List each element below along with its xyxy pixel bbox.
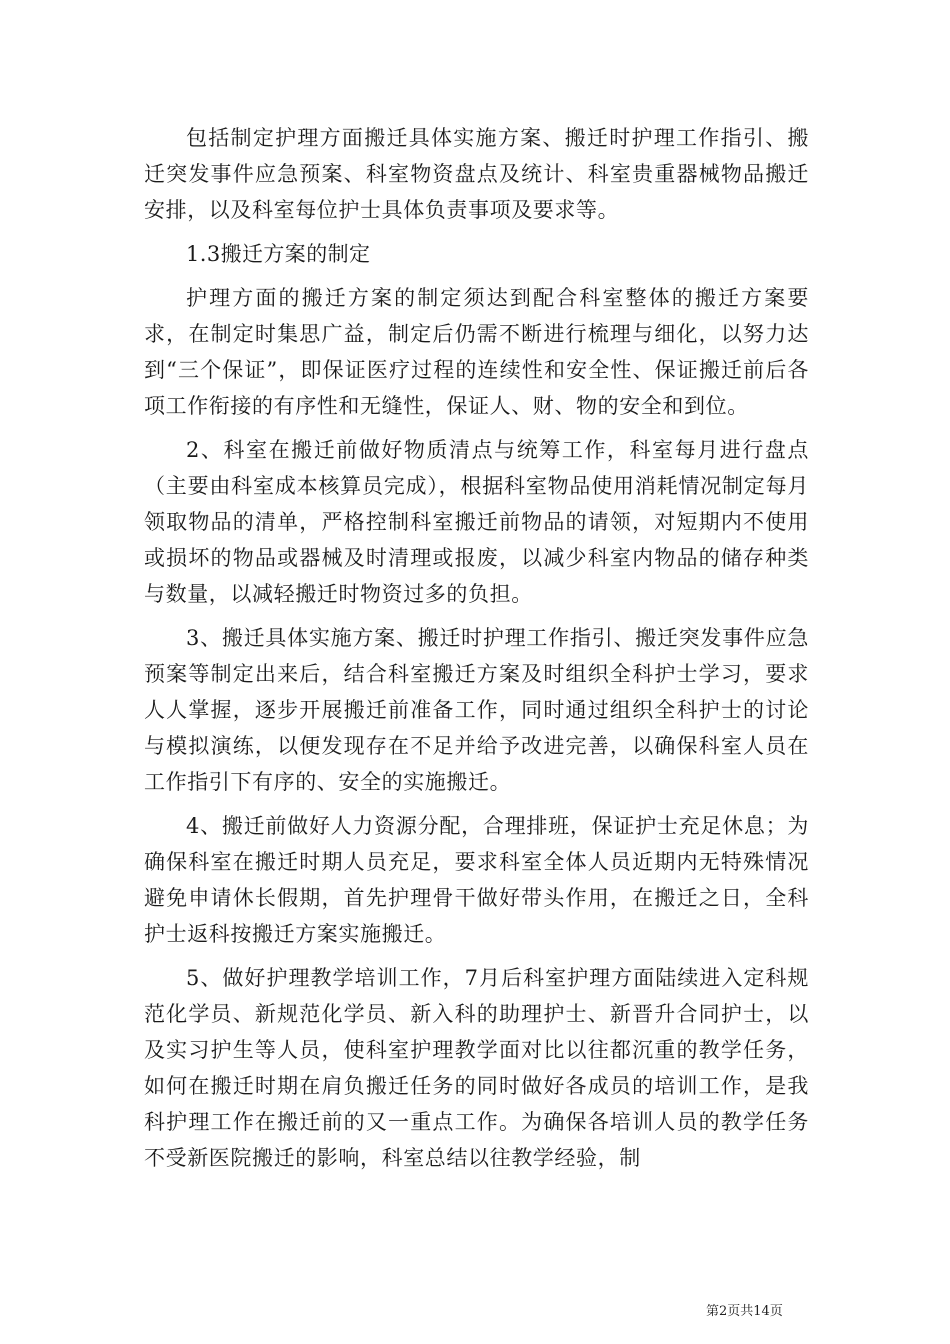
document-body [144, 120, 809, 1184]
paragraph-item-2: 2、科室在搬迁前做好物质清点与统筹工作，科室每月进行盘点（主要由科室成本核算员完成），根据科室物品使用消耗情况制定每月领取物品的清单，严格控制科室搬迁前物品的请领，对短期内不使用或损坏的物品或器械及时清理或报废，以减少科室内物品的储存种类与数量，以减轻搬迁时物资过多的负担。 [144, 438, 809, 606]
page-number: 第2页共14页 [706, 1304, 783, 1319]
paragraph-item-4: 4、搬迁前做好人力资源分配，合理排班，保证护士充足休息；为确保科室在搬迁时期人员充足，要求科室全体人员近期内无特殊情况避免申请休长假期，首先护理骨干做好带头作用，在搬迁之日，全科护士返科按搬迁方案实施搬迁。 [144, 814, 809, 946]
paragraph-item-5: 5、做好护理教学培训工作，7月后科室护理方面陆续进入定科规范化学员、新规范化学员、新入科的助理护士、新晋升合同护士，以及实习护生等人员，使科室护理教学面对比以往都沉重的教学任务，如何在搬迁时期在肩负搬迁任务的同时做好各成员的培训工作，是我科护理工作在搬迁前的又一重点工作。为确保各培训人员的教学任务不受新医院搬迁的影响，科室总结以往教学经验，制 [144, 966, 809, 1170]
paragraph-item-3: 3、搬迁具体实施方案、搬迁时护理工作指引、搬迁突发事件应急预案等制定出来后，结合科室搬迁方案及时组织全科护士学习，要求人人掌握，逐步开展搬迁前准备工作，同时通过组织全科护士的讨论与模拟演练，以便发现存在不足并给予改进完善，以确保科室人员在工作指引下有序的、安全的实施搬迁。 [144, 626, 809, 794]
section-heading: 1.3搬迁方案的制定 [186, 242, 371, 266]
paragraph-plan: 护理方面的搬迁方案的制定须达到配合科室整体的搬迁方案要求，在制定时集思广益，制定后仍需不断进行梳理与细化，以努力达到“三个保证”，即保证医疗过程的连续性和安全性、保证搬迁前后各项工作衔接的有序性和无缝性，保证人、财、物的安全和到位。 [144, 286, 809, 418]
paragraph-intro: 包括制定护理方面搬迁具体实施方案、搬迁时护理工作指引、搬迁突发事件应急预案、科室物资盘点及统计、科室贵重器械物品搬迁安排，以及科室每位护士具体负责事项及要求等。 [144, 126, 809, 222]
